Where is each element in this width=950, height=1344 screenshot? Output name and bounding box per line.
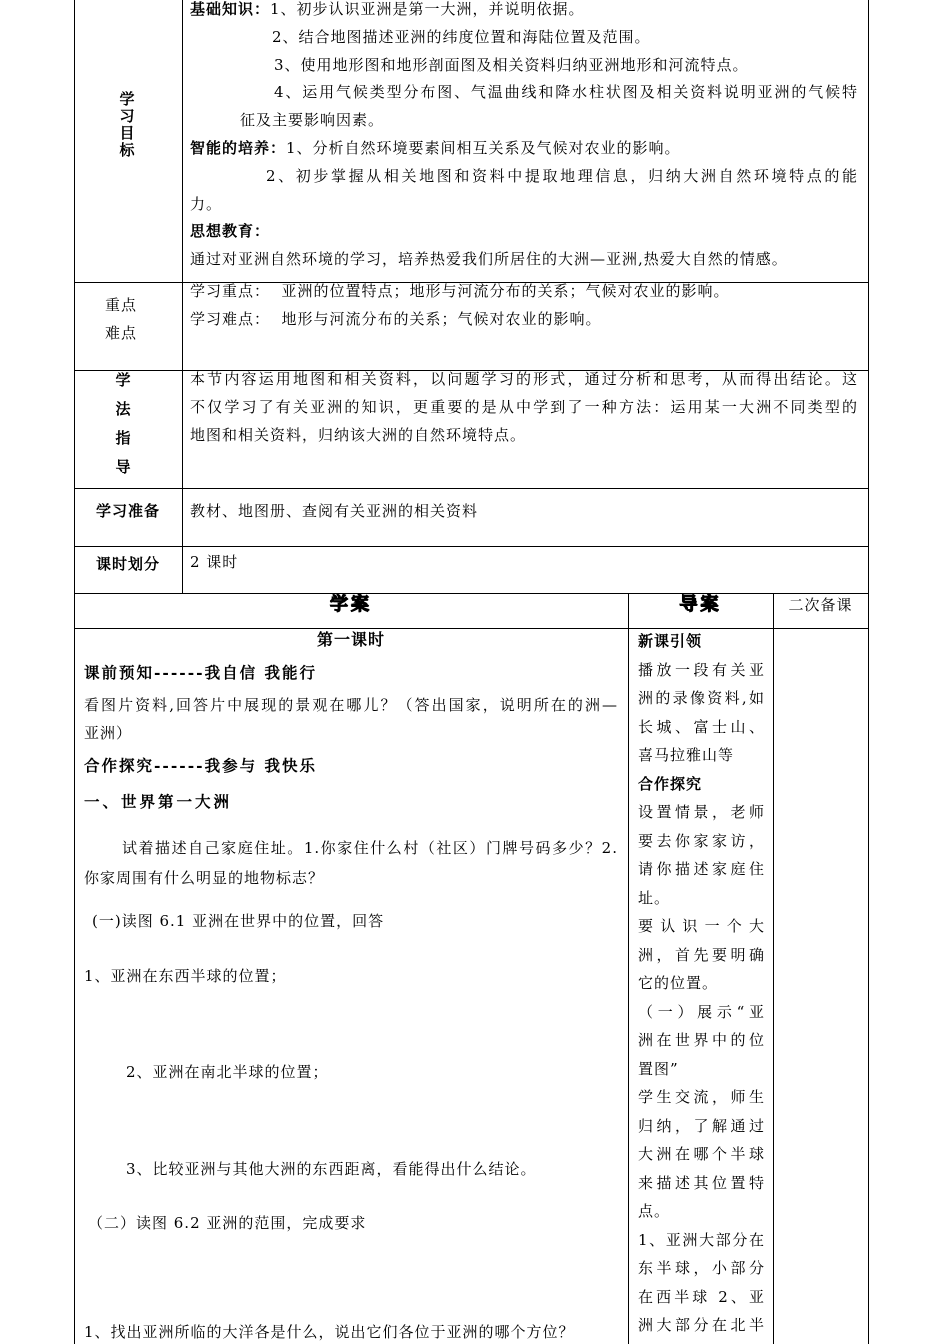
guide-line: 来描述其位置特	[638, 1173, 765, 1192]
guide-line: 洲在世界中的位	[638, 1031, 765, 1049]
guide-line: （一）展示“亚	[638, 1002, 765, 1021]
revision-column	[774, 629, 868, 1344]
schedule-text: 2 课时	[190, 553, 239, 571]
guide-line: 要认识一个大	[638, 917, 765, 935]
preview-heading: 课前预知------我自信 我能行	[84, 663, 317, 682]
objective-item: 4、运用气候类型分布图、气温曲线和降水柱状图及相关资料说明亚洲的气候特	[274, 83, 858, 102]
preparation-label: 学习准备	[95, 502, 160, 520]
part1-question: 3、比较亚洲与其他大洲的东西距离，看能得出什么结论。	[126, 1160, 537, 1178]
guide-line: 在西半球 2、亚	[638, 1287, 765, 1306]
guide-line: 大洲在哪个半球	[638, 1145, 765, 1163]
guide-explore-heading: 合作探究	[638, 774, 703, 793]
part2-question: 1、找出亚洲所临的大洋各是什么，说出它们各位于亚洲的哪个方位？	[84, 1323, 575, 1341]
key-points-text: 学习重点： 亚洲的位置特点；地形与河流分布的关系；气候对农业的影响。	[190, 282, 730, 300]
label-column-divider	[182, 0, 183, 593]
guide-line: 学生交流，师生	[638, 1088, 765, 1106]
guide-line: 长城、富士山、	[638, 717, 765, 736]
guide-line: 要去你家家访，	[638, 831, 765, 850]
guide-line: 置图”	[638, 1059, 679, 1078]
objective-item: 征及主要影响因素。	[240, 111, 385, 130]
method-line: 不仅学习了有关亚洲的知识，更重要的是从中学到了一种方法：运用某一大洲不同类型的	[190, 398, 858, 416]
guide-line: 它的位置。	[638, 974, 719, 992]
preview-line: 看图片资料,回答片中展现的景观在哪儿？（答出国家，说明所在的洲—	[84, 696, 618, 714]
objectives-label: 学习目标	[119, 90, 135, 159]
intro-line: 试着描述自己家庭住址。1.你家住什么村（社区）门牌号码多少？2.	[122, 839, 618, 857]
method-line: 地图和相关资料，归纳该大洲的自然环境特点。	[190, 426, 527, 444]
part1-question: 1、亚洲在东西半球的位置；	[84, 967, 287, 985]
guide-line: 1、亚洲大部分在	[638, 1230, 765, 1249]
preparation-text: 教材、地图册、查阅有关亚洲的相关资料	[190, 502, 479, 520]
objective-item: 1、初步认识亚洲是第一大洲，并说明依据。	[270, 0, 585, 18]
explore-heading: 合作探究------我参与 我快乐	[84, 756, 317, 775]
guide-line: 请你描述家庭住	[638, 860, 765, 878]
table-border-right	[868, 0, 869, 1344]
objective-item: 力。	[190, 194, 223, 213]
part1-prompt: (一)读图 6.1 亚洲在世界中的位置，回答	[92, 912, 385, 930]
study-guide-column-divider	[628, 593, 629, 1344]
guide-intro-heading: 新课引领	[638, 632, 703, 650]
key-points-label: 重点	[105, 296, 138, 314]
ideology-heading: 思想教育：	[190, 222, 271, 241]
basic-knowledge-line	[190, 0, 858, 24]
guide-line: 喜马拉雅山等	[638, 746, 735, 764]
row-divider	[74, 546, 869, 547]
table-border-left	[74, 0, 75, 1344]
revision-column-header: 二次备课	[788, 596, 853, 614]
skills-line	[190, 135, 858, 163]
schedule-label: 课时划分	[95, 555, 160, 573]
session-title: 第一课时	[316, 630, 385, 649]
intro-line: 你家周围有什么明显的地物标志？	[84, 869, 325, 887]
row-divider	[74, 593, 869, 594]
guide-line: 归纳，了解通过	[638, 1116, 765, 1135]
basic-knowledge-heading: 基础知识：	[190, 0, 271, 18]
guide-line: 东半球，小部分	[638, 1259, 765, 1277]
section-title: 一、世界第一大洲	[84, 792, 233, 811]
difficulties-text: 学习难点： 地形与河流分布的关系；气候对农业的影响。	[190, 310, 602, 328]
study-plan-column-header: 学案	[330, 594, 372, 615]
guide-line: 播放一段有关亚	[638, 660, 765, 679]
guide-line: 洲，首先要明确	[638, 945, 765, 964]
preview-line: 亚洲）	[84, 724, 133, 742]
part1-question: 2、亚洲在南北半球的位置；	[126, 1063, 329, 1081]
guide-plan-column-header: 导案	[679, 594, 722, 615]
difficulties-label: 难点	[105, 324, 138, 342]
skills-heading: 智能的培养：	[190, 138, 287, 157]
objective-item: 3、使用地形图和地形剖面图及相关资料归纳亚洲地形和河流特点。	[274, 55, 749, 74]
part2-prompt: （二）读图 6.2 亚洲的范围，完成要求	[88, 1214, 367, 1232]
method-line: 本节内容运用地图和相关资料，以问题学习的形式，通过分析和思考，从而得出结论。这	[190, 370, 858, 388]
guide-line: 设置情景，老师	[638, 803, 765, 821]
objective-item: 1、分析自然环境要素间相互关系及气候对农业的影响。	[286, 138, 681, 157]
guide-line: 点。	[638, 1202, 671, 1220]
guide-line: 洲的录像资料,如	[638, 689, 765, 707]
objective-item: 2、初步掌握从相关地图和资料中提取地理信息，归纳大洲自然环境特点的能	[266, 166, 858, 185]
objectives-content	[190, 0, 858, 274]
guide-line: 址。	[638, 888, 671, 907]
objective-item: 2、结合地图描述亚洲的纬度位置和海陆位置及范围。	[272, 27, 651, 46]
objective-item: 通过对亚洲自然环境的学习，培养热爱我们所居住的大洲—亚洲,热爱大自然的情感。	[190, 250, 788, 269]
method-content	[190, 365, 858, 449]
guide-line: 洲大部分在北半	[638, 1316, 765, 1334]
guide-plan-content	[638, 627, 765, 1340]
row-divider	[74, 488, 869, 489]
method-label: 学法指导	[115, 371, 131, 476]
